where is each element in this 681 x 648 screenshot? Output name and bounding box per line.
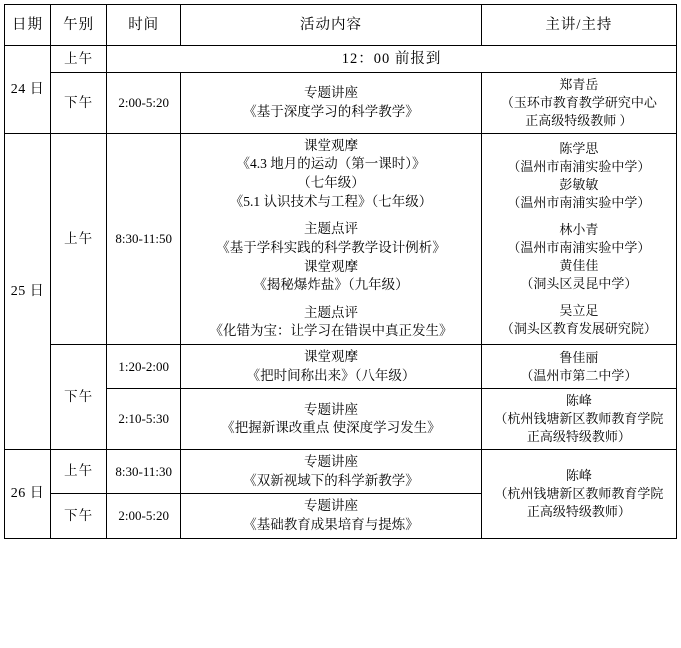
table-row bbox=[5, 73, 677, 134]
speaker-line: 吴立足 bbox=[559, 302, 599, 318]
speaker-line: 正高级特级教师） bbox=[526, 429, 631, 445]
content-line: 专题讲座 bbox=[303, 498, 358, 514]
speaker-line: 郑青岳 bbox=[559, 77, 599, 92]
cell-time-26-morning: 8:30-11:30 bbox=[107, 450, 181, 494]
cell-speaker-25-morning bbox=[481, 133, 676, 344]
content-line: 专题讲座 bbox=[303, 454, 358, 470]
content-line: 《揭秘爆炸盐》（九年级） bbox=[253, 277, 409, 293]
speaker-line: 林小青 bbox=[559, 222, 599, 237]
speaker-line: （洞头区灵昆中学） bbox=[520, 275, 638, 291]
header-row bbox=[5, 5, 677, 46]
table-row bbox=[5, 46, 677, 73]
cell-content-25-afternoon-1 bbox=[181, 345, 481, 389]
content-line: 《双新视域下的科学新教学》 bbox=[243, 472, 419, 488]
cell-time-26-afternoon: 2:00-5:20 bbox=[107, 494, 181, 538]
content-line: 《基于深度学习的科学教学》 bbox=[243, 103, 419, 119]
speaker-line: 陈峰 bbox=[565, 467, 592, 483]
content-line: 课堂观摩 bbox=[303, 137, 358, 153]
content-line: 专题讲座 bbox=[303, 401, 358, 417]
speaker-line: 彭敏敏 bbox=[559, 177, 599, 193]
cell-speaker-24-afternoon bbox=[481, 73, 676, 134]
speaker-line: （玉环市教育教学研究中心 bbox=[500, 94, 657, 110]
speaker-line: 陈峰 bbox=[565, 393, 592, 409]
speaker-line: （温州市南浦实验中学） bbox=[507, 239, 651, 255]
content-line: 《基础教育成果培育与提炼》 bbox=[243, 517, 419, 532]
speaker-line: 黄佳佳 bbox=[559, 257, 599, 273]
header-activity-content: 活动内容 bbox=[181, 5, 481, 46]
cell-speaker-26 bbox=[481, 450, 676, 539]
content-line: 主题点评 bbox=[303, 304, 358, 320]
content-spacer bbox=[183, 211, 478, 220]
content-line: 课堂观摩 bbox=[303, 349, 358, 365]
cell-checkin-notice: 12：00 前报到 bbox=[107, 46, 677, 73]
speaker-line: 正高级特级教师） bbox=[526, 503, 631, 519]
cell-half-24-morning: 上午 bbox=[51, 46, 107, 73]
header-half-day: 午别 bbox=[51, 5, 107, 46]
table-body bbox=[5, 46, 677, 539]
speaker-line: （洞头区教育发展研究院） bbox=[500, 320, 657, 336]
schedule-table bbox=[4, 4, 677, 539]
table-row bbox=[5, 133, 677, 344]
speaker-line: 正高级特级教师 ） bbox=[525, 112, 633, 128]
content-line: 《化错为宝：让学习在错误中真正发生》 bbox=[209, 323, 453, 339]
cell-time-25-afternoon-1: 1:20-2:00 bbox=[107, 345, 181, 389]
cell-speaker-25-afternoon-2 bbox=[481, 389, 676, 450]
cell-content-25-morning bbox=[181, 133, 481, 344]
cell-date-24: 24 日 bbox=[5, 46, 51, 134]
cell-speaker-25-afternoon-1 bbox=[481, 345, 676, 389]
header-time: 时间 bbox=[107, 5, 181, 46]
content-line: 《把握新课改重点 使深度学习发生》 bbox=[221, 420, 441, 436]
cell-time-24-afternoon: 2:00-5:20 bbox=[107, 73, 181, 134]
speaker-line: （杭州钱塘新区教师教育学院 bbox=[494, 411, 664, 427]
cell-time-25-afternoon-2: 2:10-5:30 bbox=[107, 389, 181, 450]
cell-half-25-afternoon: 下午 bbox=[51, 345, 107, 450]
content-line: 《4.3 地月的运动（第一课时）》 bbox=[236, 156, 426, 172]
header-speaker-host: 主讲/主持 bbox=[481, 5, 676, 46]
speaker-spacer bbox=[484, 212, 674, 221]
content-line: （七年级） bbox=[297, 175, 365, 191]
cell-date-25: 25 日 bbox=[5, 133, 51, 449]
content-line: 课堂观摩 bbox=[303, 258, 358, 274]
table-row bbox=[5, 450, 677, 494]
speaker-line: 鲁佳丽 bbox=[559, 349, 599, 365]
speaker-line: （温州市第二中学） bbox=[520, 367, 638, 383]
cell-date-26: 26 日 bbox=[5, 450, 51, 539]
cell-content-26-afternoon bbox=[181, 494, 481, 538]
content-line: 《把时间称出来》（八年级） bbox=[246, 367, 416, 383]
table-row bbox=[5, 345, 677, 389]
speaker-line: （温州市南浦实验中学） bbox=[507, 195, 651, 211]
cell-half-24-afternoon: 下午 bbox=[51, 73, 107, 134]
cell-half-25-morning: 上午 bbox=[51, 133, 107, 344]
header-date: 日期 bbox=[5, 5, 51, 46]
cell-content-24-afternoon bbox=[181, 73, 481, 134]
content-line: 专题讲座 bbox=[303, 85, 358, 101]
content-line: 《5.1 认识技术与工程》（七年级） bbox=[229, 193, 433, 209]
cell-time-25-morning: 8:30-11:50 bbox=[107, 133, 181, 344]
table-header bbox=[5, 5, 677, 46]
cell-content-26-morning bbox=[181, 450, 481, 494]
content-spacer bbox=[183, 295, 478, 304]
content-line: 主题点评 bbox=[303, 221, 358, 237]
speaker-spacer bbox=[484, 293, 674, 302]
speaker-line: （温州市南浦实验中学） bbox=[507, 159, 651, 175]
speaker-line: 陈学思 bbox=[559, 141, 599, 157]
content-line: 《基于学科实践的科学教学设计例析》 bbox=[216, 239, 446, 255]
cell-half-26-afternoon: 下午 bbox=[51, 494, 107, 538]
cell-half-26-morning: 上午 bbox=[51, 450, 107, 494]
speaker-line: （杭州钱塘新区教师教育学院 bbox=[494, 485, 664, 501]
cell-content-25-afternoon-2 bbox=[181, 389, 481, 450]
